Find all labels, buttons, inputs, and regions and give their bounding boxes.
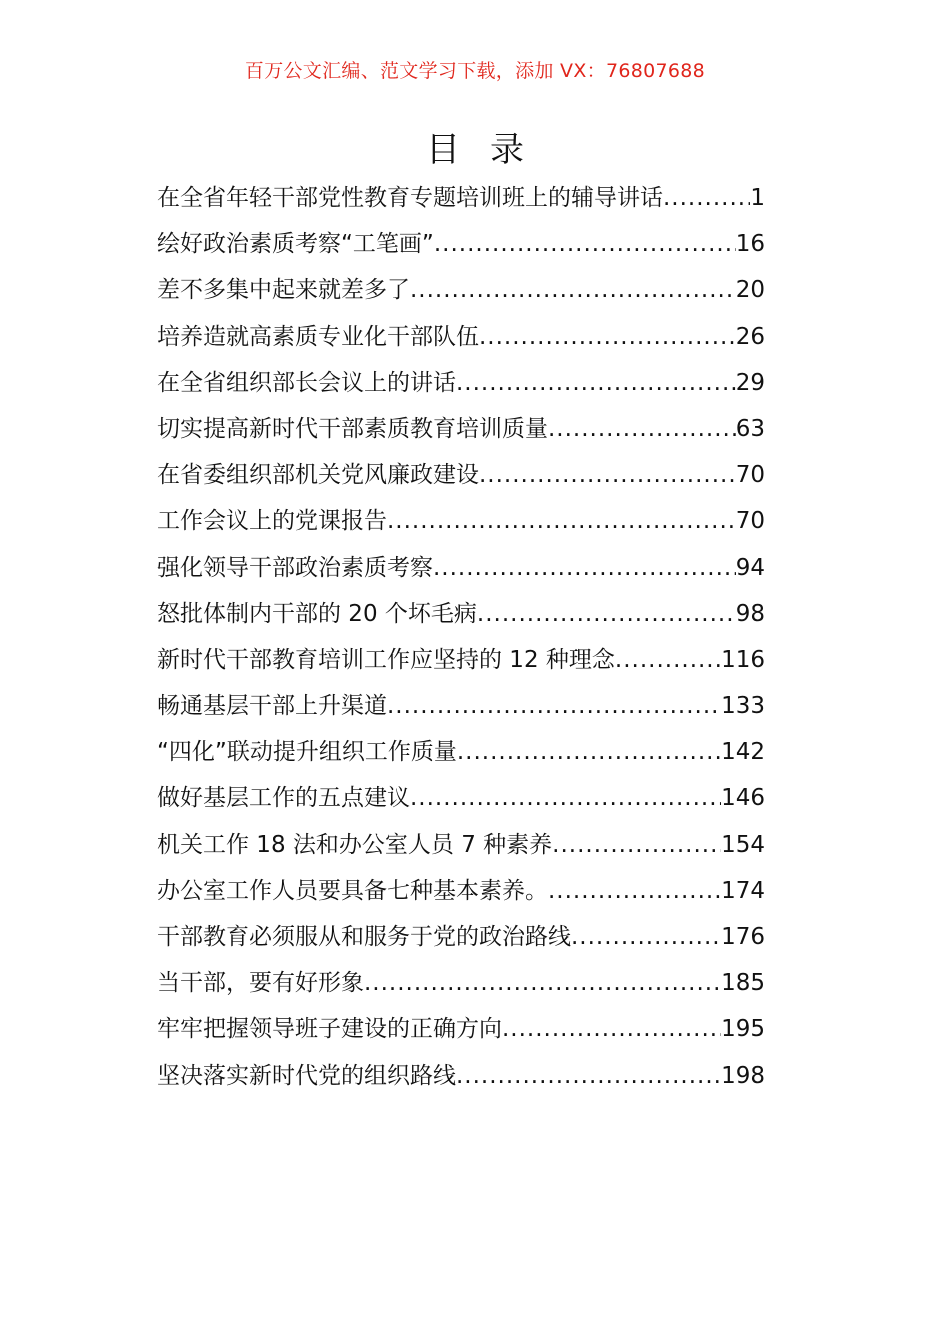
toc-page-number: 70 [735,462,765,489]
toc-dot-leader [457,732,721,772]
toc-entry-title: 绘好政治素质考察“工笔画” [157,231,434,258]
toc-entry-title: 当干部，要有好形象 [157,970,364,997]
toc-page-number: 142 [721,739,765,766]
toc-entry[interactable] [157,1056,765,1102]
toc-dot-leader [571,917,721,957]
toc-page-number: 16 [735,231,765,258]
toc-dot-leader [552,825,721,865]
toc-entry-title: 强化领导干部政治素质考察 [157,554,433,581]
toc-entry-title: 切实提高新时代干部素质教育培训质量 [157,415,548,442]
toc-dot-leader [434,224,736,264]
toc-entry[interactable] [157,778,765,824]
toc-dot-leader [456,1056,721,1096]
toc-list [157,178,765,1102]
toc-dot-leader [433,548,736,588]
toc-entry[interactable] [157,455,765,501]
toc-entry[interactable] [157,501,765,547]
toc-dot-leader [548,871,721,911]
toc-page-number: 29 [735,369,765,396]
toc-entry[interactable] [157,270,765,316]
toc-entry-title: 在全省年轻干部党性教育专题培训班上的辅导讲话 [157,185,663,211]
toc-dot-leader [387,686,721,726]
toc-entry-title: 畅通基层干部上升渠道 [157,693,387,720]
toc-dot-leader [663,178,750,218]
toc-entry[interactable] [157,363,765,409]
header-note: 百万公文汇编、范文学习下载，添加 VX：76807688 [244,60,706,82]
toc-entry[interactable] [157,409,765,455]
toc-dot-leader [456,363,736,403]
toc-entry[interactable] [157,1009,765,1055]
toc-entry[interactable] [157,825,765,871]
toc-entry-title: 做好基层工作的五点建议 [157,785,410,812]
toc-entry[interactable] [157,594,765,640]
toc-entry[interactable] [157,917,765,963]
toc-page-number: 174 [721,877,765,904]
toc-dot-leader [502,1009,721,1049]
toc-entry-title: 在全省组织部长会议上的讲话 [157,369,456,396]
toc-entry-title: 办公室工作人员要具备七种基本素养。 [157,877,548,904]
toc-entry-title: 培养造就高素质专业化干部队伍 [157,323,479,350]
toc-entry[interactable] [157,224,765,270]
toc-page-number: 185 [721,970,765,997]
toc-dot-leader [410,270,736,310]
toc-entry-title: 在省委组织部机关党风廉政建设 [157,462,479,489]
toc-entry[interactable] [157,178,765,224]
toc-dot-leader [387,501,736,541]
toc-page-number: 154 [721,831,765,858]
toc-entry[interactable] [157,686,765,732]
toc-entry-title: 机关工作 18 法和办公室人员 7 种素养 [157,831,553,858]
toc-dot-leader [364,963,721,1003]
toc-entry-title: 干部教育必须服从和服务于党的政治路线 [157,924,571,950]
toc-entry-title: 新时代干部教育培训工作应坚持的 12 种理念 [157,646,615,673]
toc-page-number: 20 [735,277,765,304]
toc-entry[interactable] [157,317,765,363]
toc-dot-leader [479,455,736,495]
toc-page-number: 176 [721,924,765,950]
toc-entry[interactable] [157,963,765,1009]
toc-entry-title: 坚决落实新时代党的组织路线 [157,1062,456,1089]
toc-entry-title: 差不多集中起来就差多了 [157,277,410,304]
toc-page-number: 63 [735,415,765,442]
toc-page-number: 94 [735,554,765,581]
toc-page-number: 70 [735,508,765,535]
toc-page-number: 26 [735,323,765,350]
toc-title: 目录 [426,130,554,170]
toc-entry-title: 工作会议上的党课报告 [157,508,387,535]
toc-entry-title: 怒批体制内干部的 20 个坏毛病 [157,600,477,627]
toc-page-number: 133 [721,693,765,720]
toc-page-number: 146 [721,785,765,812]
toc-page-number: 195 [721,1016,765,1043]
toc-entry[interactable] [157,640,765,686]
toc-dot-leader [477,594,736,634]
toc-dot-leader [410,778,721,818]
toc-entry[interactable] [157,732,765,778]
toc-page-number: 1 [750,185,765,211]
toc-entry-title: “四化”联动提升组织工作质量 [157,739,457,766]
toc-entry[interactable] [157,548,765,594]
toc-entry[interactable] [157,871,765,917]
toc-page-number: 98 [735,600,765,627]
toc-dot-leader [548,409,736,449]
toc-page-number: 116 [721,646,765,673]
toc-dot-leader [615,640,721,680]
toc-entry-title: 牢牢把握领导班子建设的正确方向 [157,1016,502,1043]
toc-dot-leader [479,317,736,357]
toc-page-number: 198 [721,1062,765,1089]
